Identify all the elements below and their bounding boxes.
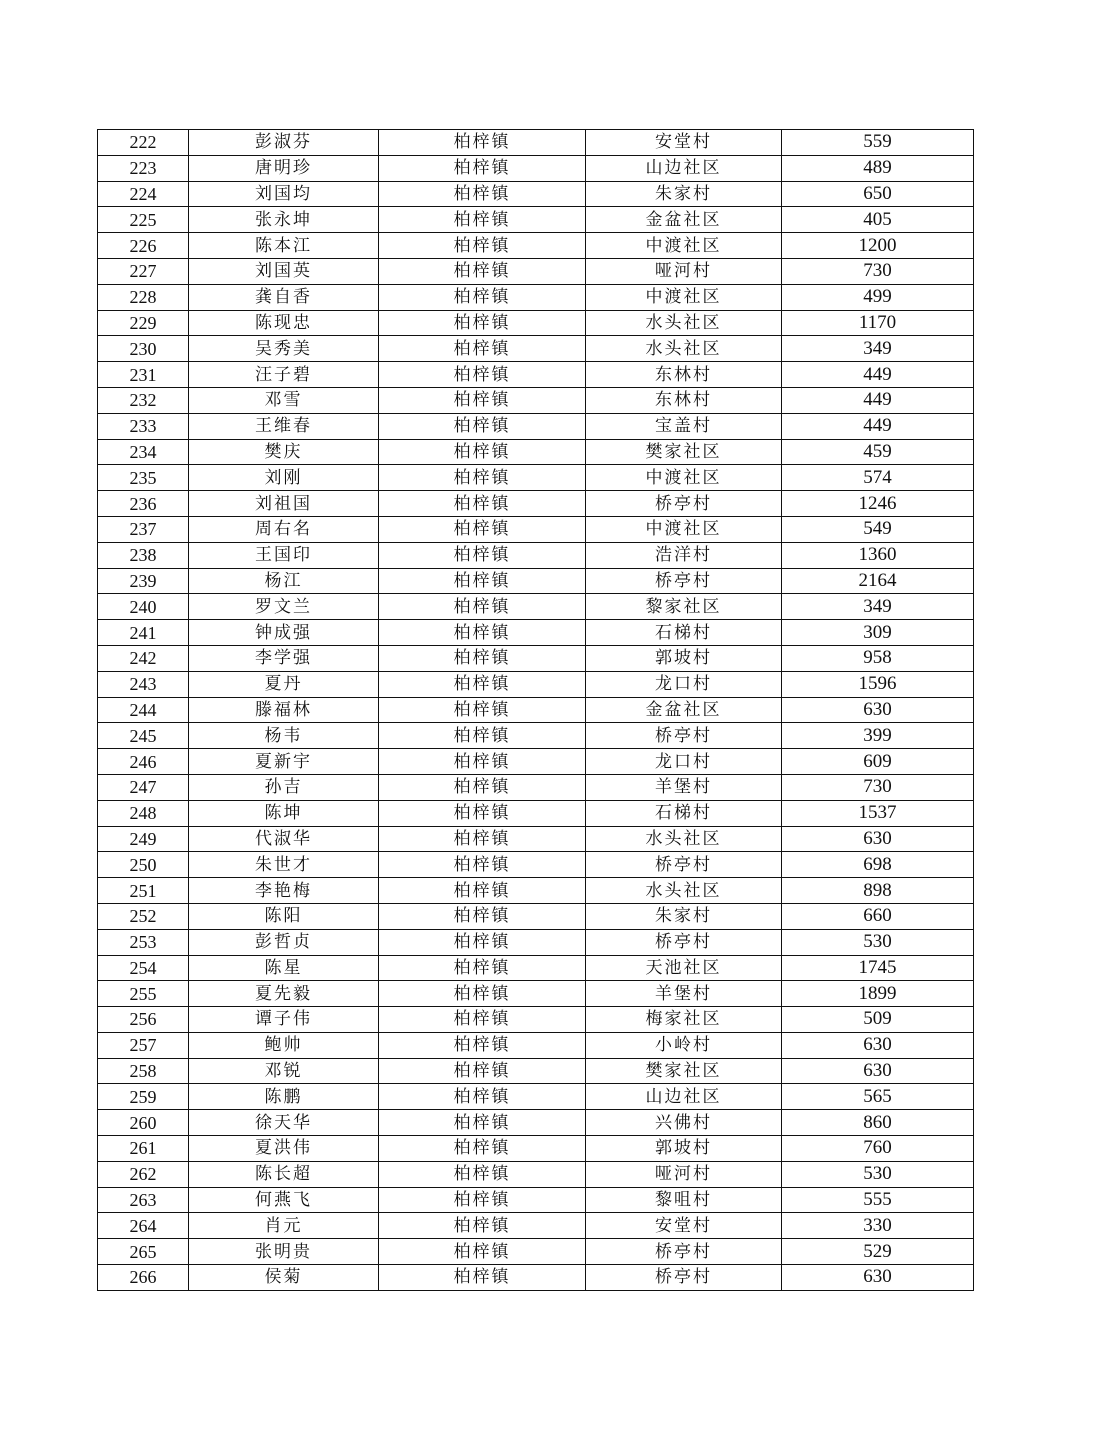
row-number-cell: 228: [98, 284, 189, 310]
village-cell: 中渡社区: [586, 233, 782, 259]
town-cell: 柏梓镇: [379, 1136, 586, 1162]
table-row: [98, 594, 974, 620]
amount-cell: 958: [782, 645, 974, 671]
name-cell: 滕福林: [189, 697, 379, 723]
village-cell: 安堂村: [586, 130, 782, 156]
village-cell: 桥亭村: [586, 491, 782, 517]
name-cell: 代淑华: [189, 826, 379, 852]
name-cell: 李艳梅: [189, 878, 379, 904]
amount-cell: 1360: [782, 542, 974, 568]
town-cell: 柏梓镇: [379, 620, 586, 646]
table-row: [98, 981, 974, 1007]
table-row: [98, 413, 974, 439]
row-number-cell: 246: [98, 749, 189, 775]
village-cell: 石梯村: [586, 800, 782, 826]
village-cell: 黎咀村: [586, 1187, 782, 1213]
name-cell: 张明贵: [189, 1239, 379, 1265]
town-cell: 柏梓镇: [379, 130, 586, 156]
row-number-cell: 265: [98, 1239, 189, 1265]
table-row: [98, 903, 974, 929]
amount-cell: 609: [782, 749, 974, 775]
table-row: [98, 1110, 974, 1136]
row-number-cell: 241: [98, 620, 189, 646]
row-number-cell: 262: [98, 1161, 189, 1187]
village-cell: 龙口村: [586, 749, 782, 775]
village-cell: 小岭村: [586, 1032, 782, 1058]
town-cell: 柏梓镇: [379, 594, 586, 620]
town-cell: 柏梓镇: [379, 491, 586, 517]
name-cell: 杨江: [189, 568, 379, 594]
amount-cell: 459: [782, 439, 974, 465]
amount-cell: 529: [782, 1239, 974, 1265]
town-cell: 柏梓镇: [379, 1213, 586, 1239]
name-cell: 邓锐: [189, 1058, 379, 1084]
village-cell: 桥亭村: [586, 852, 782, 878]
town-cell: 柏梓镇: [379, 233, 586, 259]
village-cell: 中渡社区: [586, 465, 782, 491]
name-cell: 肖元: [189, 1213, 379, 1239]
table-row: [98, 1239, 974, 1265]
village-cell: 龙口村: [586, 671, 782, 697]
row-number-cell: 249: [98, 826, 189, 852]
amount-cell: 509: [782, 1007, 974, 1033]
town-cell: 柏梓镇: [379, 800, 586, 826]
name-cell: 汪子碧: [189, 362, 379, 388]
town-cell: 柏梓镇: [379, 645, 586, 671]
table-row: [98, 1161, 974, 1187]
table-row: [98, 155, 974, 181]
row-number-cell: 266: [98, 1265, 189, 1291]
town-cell: 柏梓镇: [379, 258, 586, 284]
table-row: [98, 207, 974, 233]
name-cell: 刘祖国: [189, 491, 379, 517]
amount-cell: 530: [782, 1161, 974, 1187]
amount-cell: 1596: [782, 671, 974, 697]
village-cell: 樊家社区: [586, 439, 782, 465]
name-cell: 夏洪伟: [189, 1136, 379, 1162]
amount-cell: 349: [782, 594, 974, 620]
town-cell: 柏梓镇: [379, 955, 586, 981]
village-cell: 羊堡村: [586, 981, 782, 1007]
table-row: [98, 284, 974, 310]
table-row: [98, 465, 974, 491]
name-cell: 彭淑芬: [189, 130, 379, 156]
name-cell: 王国印: [189, 542, 379, 568]
row-number-cell: 222: [98, 130, 189, 156]
row-number-cell: 229: [98, 310, 189, 336]
table-row: [98, 1058, 974, 1084]
village-cell: 水头社区: [586, 878, 782, 904]
amount-cell: 630: [782, 697, 974, 723]
village-cell: 樊家社区: [586, 1058, 782, 1084]
amount-cell: 630: [782, 826, 974, 852]
table-row: [98, 774, 974, 800]
amount-cell: 489: [782, 155, 974, 181]
name-cell: 吴秀美: [189, 336, 379, 362]
town-cell: 柏梓镇: [379, 413, 586, 439]
village-cell: 郭坡村: [586, 645, 782, 671]
amount-cell: 1246: [782, 491, 974, 517]
town-cell: 柏梓镇: [379, 387, 586, 413]
town-cell: 柏梓镇: [379, 465, 586, 491]
amount-cell: 730: [782, 774, 974, 800]
row-number-cell: 235: [98, 465, 189, 491]
table-row: [98, 852, 974, 878]
row-number-cell: 242: [98, 645, 189, 671]
village-cell: 浩洋村: [586, 542, 782, 568]
amount-cell: 1537: [782, 800, 974, 826]
name-cell: 唐明珍: [189, 155, 379, 181]
town-cell: 柏梓镇: [379, 1161, 586, 1187]
table-row: [98, 1265, 974, 1291]
amount-cell: 530: [782, 929, 974, 955]
town-cell: 柏梓镇: [379, 1007, 586, 1033]
table-row: [98, 1084, 974, 1110]
town-cell: 柏梓镇: [379, 181, 586, 207]
village-cell: 羊堡村: [586, 774, 782, 800]
village-cell: 山边社区: [586, 1084, 782, 1110]
row-number-cell: 230: [98, 336, 189, 362]
name-cell: 何燕飞: [189, 1187, 379, 1213]
table-row: [98, 878, 974, 904]
name-cell: 彭哲贞: [189, 929, 379, 955]
town-cell: 柏梓镇: [379, 310, 586, 336]
row-number-cell: 259: [98, 1084, 189, 1110]
row-number-cell: 251: [98, 878, 189, 904]
town-cell: 柏梓镇: [379, 542, 586, 568]
amount-cell: 898: [782, 878, 974, 904]
row-number-cell: 255: [98, 981, 189, 1007]
table-row: [98, 723, 974, 749]
village-cell: 山边社区: [586, 155, 782, 181]
name-cell: 钟成强: [189, 620, 379, 646]
amount-cell: 650: [782, 181, 974, 207]
amount-cell: 660: [782, 903, 974, 929]
village-cell: 桥亭村: [586, 568, 782, 594]
town-cell: 柏梓镇: [379, 1032, 586, 1058]
town-cell: 柏梓镇: [379, 1110, 586, 1136]
amount-cell: 405: [782, 207, 974, 233]
table-row: [98, 336, 974, 362]
village-cell: 郭坡村: [586, 1136, 782, 1162]
row-number-cell: 254: [98, 955, 189, 981]
table-row: [98, 826, 974, 852]
row-number-cell: 264: [98, 1213, 189, 1239]
amount-cell: 1745: [782, 955, 974, 981]
village-cell: 朱家村: [586, 903, 782, 929]
village-cell: 哑河村: [586, 258, 782, 284]
roster-table-body: [98, 130, 974, 1291]
table-row: [98, 310, 974, 336]
row-number-cell: 231: [98, 362, 189, 388]
row-number-cell: 253: [98, 929, 189, 955]
amount-cell: 555: [782, 1187, 974, 1213]
name-cell: 陈阳: [189, 903, 379, 929]
table-row: [98, 1007, 974, 1033]
name-cell: 刘国均: [189, 181, 379, 207]
row-number-cell: 233: [98, 413, 189, 439]
amount-cell: 549: [782, 516, 974, 542]
village-cell: 东林村: [586, 387, 782, 413]
amount-cell: 630: [782, 1265, 974, 1291]
row-number-cell: 243: [98, 671, 189, 697]
town-cell: 柏梓镇: [379, 284, 586, 310]
town-cell: 柏梓镇: [379, 981, 586, 1007]
name-cell: 樊庆: [189, 439, 379, 465]
village-cell: 黎家社区: [586, 594, 782, 620]
town-cell: 柏梓镇: [379, 878, 586, 904]
table-row: [98, 800, 974, 826]
name-cell: 邓雪: [189, 387, 379, 413]
town-cell: 柏梓镇: [379, 568, 586, 594]
amount-cell: 630: [782, 1032, 974, 1058]
town-cell: 柏梓镇: [379, 852, 586, 878]
village-cell: 桥亭村: [586, 1265, 782, 1291]
name-cell: 李学强: [189, 645, 379, 671]
row-number-cell: 224: [98, 181, 189, 207]
town-cell: 柏梓镇: [379, 826, 586, 852]
table-row: [98, 1187, 974, 1213]
row-number-cell: 258: [98, 1058, 189, 1084]
name-cell: 陈现忠: [189, 310, 379, 336]
town-cell: 柏梓镇: [379, 336, 586, 362]
village-cell: 天池社区: [586, 955, 782, 981]
name-cell: 朱世才: [189, 852, 379, 878]
roster-table: [97, 129, 974, 1291]
town-cell: 柏梓镇: [379, 1239, 586, 1265]
table-row: [98, 620, 974, 646]
row-number-cell: 225: [98, 207, 189, 233]
table-row: [98, 439, 974, 465]
name-cell: 王维春: [189, 413, 379, 439]
name-cell: 杨韦: [189, 723, 379, 749]
table-row: [98, 955, 974, 981]
name-cell: 周右名: [189, 516, 379, 542]
amount-cell: 860: [782, 1110, 974, 1136]
name-cell: 陈长超: [189, 1161, 379, 1187]
row-number-cell: 261: [98, 1136, 189, 1162]
table-row: [98, 491, 974, 517]
town-cell: 柏梓镇: [379, 516, 586, 542]
town-cell: 柏梓镇: [379, 439, 586, 465]
village-cell: 桥亭村: [586, 929, 782, 955]
row-number-cell: 238: [98, 542, 189, 568]
amount-cell: 760: [782, 1136, 974, 1162]
table-row: [98, 1136, 974, 1162]
town-cell: 柏梓镇: [379, 774, 586, 800]
town-cell: 柏梓镇: [379, 697, 586, 723]
name-cell: 龚自香: [189, 284, 379, 310]
name-cell: 夏先毅: [189, 981, 379, 1007]
name-cell: 陈鹏: [189, 1084, 379, 1110]
row-number-cell: 263: [98, 1187, 189, 1213]
table-row: [98, 387, 974, 413]
amount-cell: 730: [782, 258, 974, 284]
village-cell: 宝盖村: [586, 413, 782, 439]
table-row: [98, 568, 974, 594]
town-cell: 柏梓镇: [379, 671, 586, 697]
village-cell: 安堂村: [586, 1213, 782, 1239]
table-row: [98, 258, 974, 284]
name-cell: 陈本江: [189, 233, 379, 259]
amount-cell: 399: [782, 723, 974, 749]
village-cell: 桥亭村: [586, 723, 782, 749]
table-row: [98, 516, 974, 542]
name-cell: 陈坤: [189, 800, 379, 826]
town-cell: 柏梓镇: [379, 1265, 586, 1291]
village-cell: 石梯村: [586, 620, 782, 646]
row-number-cell: 226: [98, 233, 189, 259]
row-number-cell: 240: [98, 594, 189, 620]
row-number-cell: 248: [98, 800, 189, 826]
name-cell: 孙吉: [189, 774, 379, 800]
village-cell: 朱家村: [586, 181, 782, 207]
name-cell: 鲍帅: [189, 1032, 379, 1058]
town-cell: 柏梓镇: [379, 723, 586, 749]
name-cell: 陈星: [189, 955, 379, 981]
town-cell: 柏梓镇: [379, 362, 586, 388]
name-cell: 夏新宇: [189, 749, 379, 775]
town-cell: 柏梓镇: [379, 207, 586, 233]
row-number-cell: 232: [98, 387, 189, 413]
row-number-cell: 245: [98, 723, 189, 749]
row-number-cell: 244: [98, 697, 189, 723]
amount-cell: 2164: [782, 568, 974, 594]
amount-cell: 349: [782, 336, 974, 362]
row-number-cell: 252: [98, 903, 189, 929]
name-cell: 刘刚: [189, 465, 379, 491]
table-row: [98, 362, 974, 388]
row-number-cell: 256: [98, 1007, 189, 1033]
name-cell: 夏丹: [189, 671, 379, 697]
village-cell: 金盆社区: [586, 207, 782, 233]
name-cell: 刘国英: [189, 258, 379, 284]
row-number-cell: 236: [98, 491, 189, 517]
town-cell: 柏梓镇: [379, 929, 586, 955]
table-row: [98, 645, 974, 671]
table-row: [98, 1032, 974, 1058]
town-cell: 柏梓镇: [379, 1084, 586, 1110]
amount-cell: 449: [782, 362, 974, 388]
row-number-cell: 237: [98, 516, 189, 542]
row-number-cell: 223: [98, 155, 189, 181]
amount-cell: 698: [782, 852, 974, 878]
name-cell: 张永坤: [189, 207, 379, 233]
name-cell: 徐天华: [189, 1110, 379, 1136]
table-row: [98, 749, 974, 775]
village-cell: 水头社区: [586, 310, 782, 336]
village-cell: 水头社区: [586, 826, 782, 852]
village-cell: 中渡社区: [586, 516, 782, 542]
village-cell: 中渡社区: [586, 284, 782, 310]
town-cell: 柏梓镇: [379, 1187, 586, 1213]
town-cell: 柏梓镇: [379, 749, 586, 775]
row-number-cell: 257: [98, 1032, 189, 1058]
amount-cell: 630: [782, 1058, 974, 1084]
town-cell: 柏梓镇: [379, 1058, 586, 1084]
amount-cell: 574: [782, 465, 974, 491]
village-cell: 水头社区: [586, 336, 782, 362]
village-cell: 东林村: [586, 362, 782, 388]
amount-cell: 1170: [782, 310, 974, 336]
village-cell: 梅家社区: [586, 1007, 782, 1033]
town-cell: 柏梓镇: [379, 155, 586, 181]
table-row: [98, 671, 974, 697]
table-row: [98, 1213, 974, 1239]
amount-cell: 565: [782, 1084, 974, 1110]
row-number-cell: 260: [98, 1110, 189, 1136]
amount-cell: 309: [782, 620, 974, 646]
village-cell: 兴佛村: [586, 1110, 782, 1136]
amount-cell: 1200: [782, 233, 974, 259]
amount-cell: 449: [782, 387, 974, 413]
name-cell: 罗文兰: [189, 594, 379, 620]
table-row: [98, 233, 974, 259]
table-row: [98, 181, 974, 207]
amount-cell: 330: [782, 1213, 974, 1239]
village-cell: 桥亭村: [586, 1239, 782, 1265]
row-number-cell: 239: [98, 568, 189, 594]
table-row: [98, 929, 974, 955]
village-cell: 金盆社区: [586, 697, 782, 723]
row-number-cell: 247: [98, 774, 189, 800]
table-row: [98, 542, 974, 568]
amount-cell: 499: [782, 284, 974, 310]
name-cell: 谭子伟: [189, 1007, 379, 1033]
name-cell: 侯菊: [189, 1265, 379, 1291]
amount-cell: 449: [782, 413, 974, 439]
village-cell: 哑河村: [586, 1161, 782, 1187]
town-cell: 柏梓镇: [379, 903, 586, 929]
row-number-cell: 227: [98, 258, 189, 284]
amount-cell: 559: [782, 130, 974, 156]
table-row: [98, 697, 974, 723]
row-number-cell: 234: [98, 439, 189, 465]
table-row: [98, 130, 974, 156]
amount-cell: 1899: [782, 981, 974, 1007]
row-number-cell: 250: [98, 852, 189, 878]
